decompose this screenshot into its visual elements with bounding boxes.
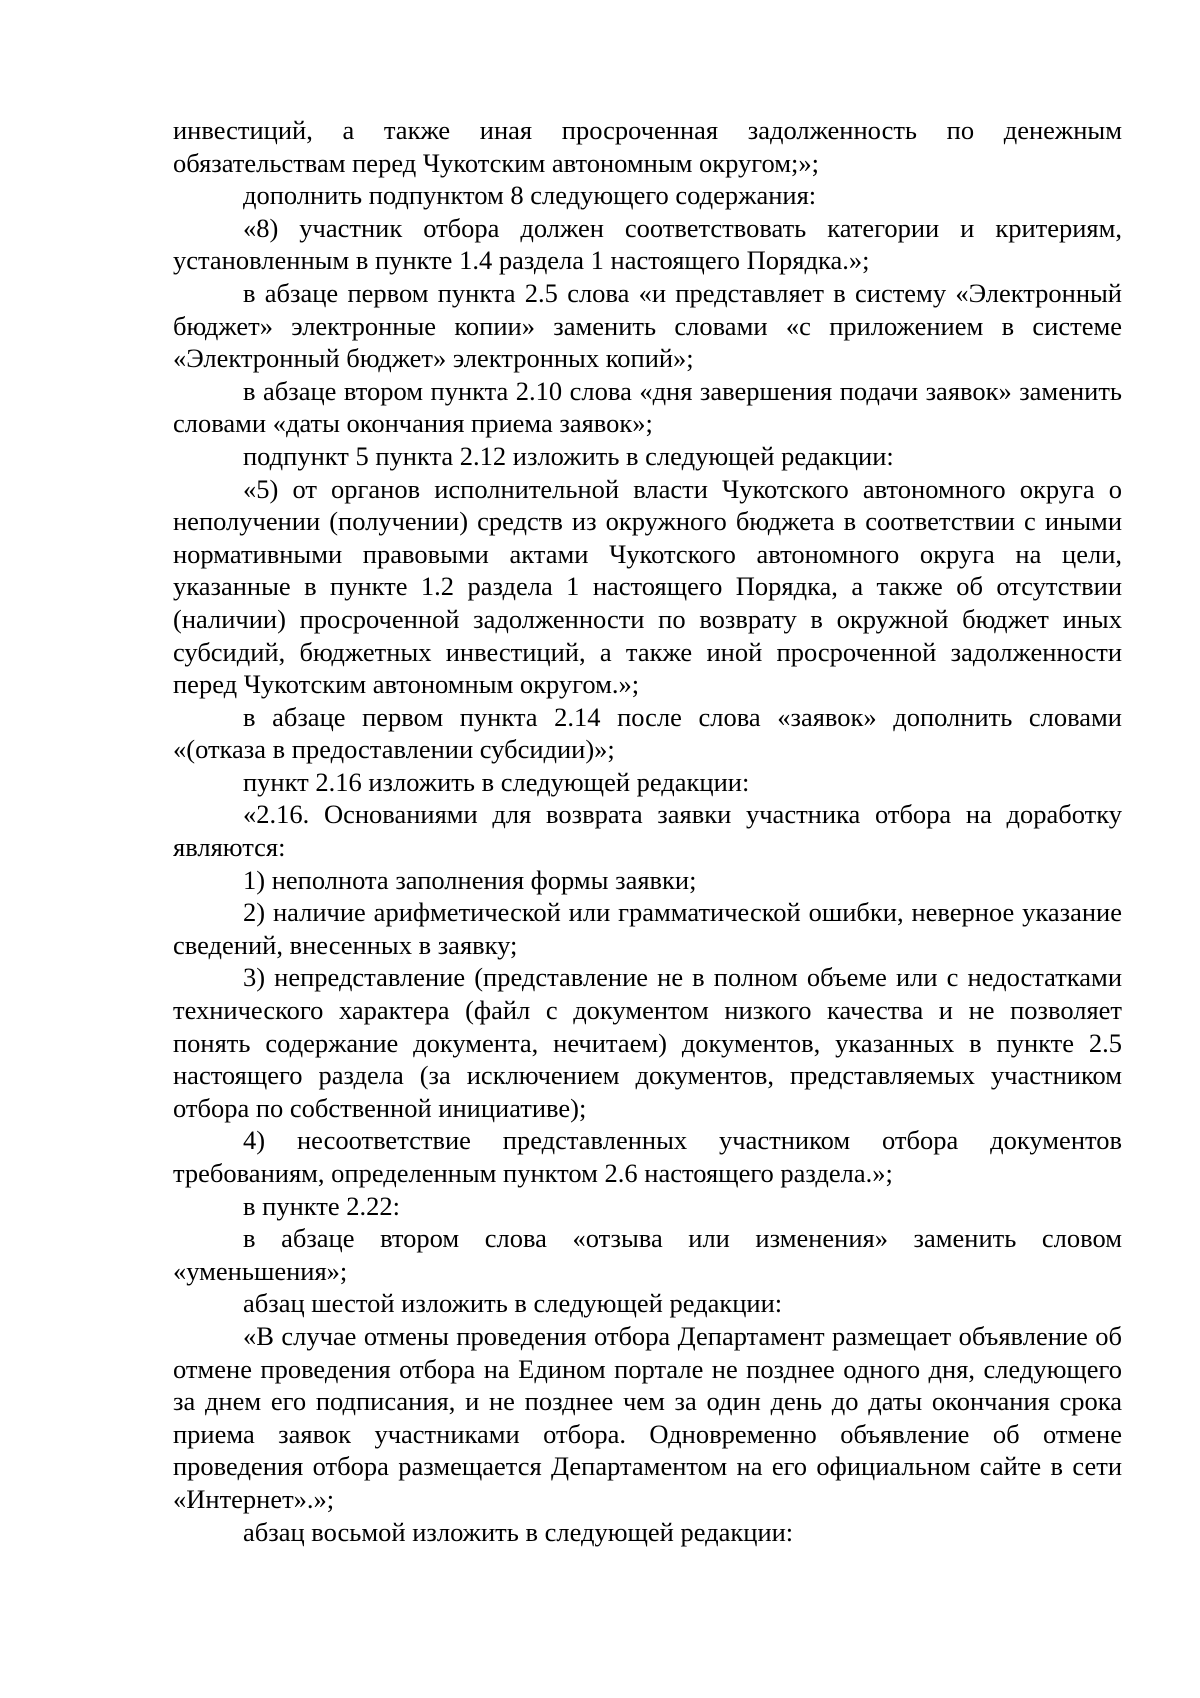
paragraph-subclause-5-text: «5) от органов исполнительной власти Чукотского автономного округа о неполучении (получении) средств из окружного бюджета в соответствии с иными нормативными правовыми актами Чукотского автономного округа на цели, указанные в пункте 1.2 раздела 1 настоящего Порядка, а также об отсутствии (наличии) просроченной задолженности по возврату в окружной бюджет иных субсидий, бюджетных инвестиций, а также иной просроченной задолженности перед Чукотским автономным округом.»; (173, 473, 1122, 700)
paragraph-clause-2-22-second-abzac: в абзаце втором слова «отзыва или изменения» заменить словом «уменьшения»; (173, 1223, 1122, 1286)
paragraph-clause-2-16-intro: пункт 2.16 изложить в следующей редакции: (243, 766, 750, 797)
paragraph-subclause-8-text: «8) участник отбора должен соответствовать категории и критериям, установленным в пункте 1.4 раздела 1 настоящего Порядка.»; (173, 212, 1122, 276)
list-item-3: 3) непредставление (представление не в полном объеме или с недостатками технического характера (файл с документом низкого качества и не позволяет понять содержание документа, нечитаем) документов, указанных в пункте 2.5 настоящего раздела (за исключением документов, представляемых участником отбора по собственной инициативе); (173, 962, 1122, 1123)
paragraph-clause-2-5-amendment: в абзаце первом пункта 2.5 слова «и представляет в систему «Электронный бюджет» электронные копии» заменить словами «с приложением в системе «Электронный бюджет» электронных копий»; (173, 277, 1122, 374)
paragraph-eighth-abzac-intro: абзац восьмой изложить в следующей редакции: (243, 1516, 794, 1547)
paragraph-sixth-abzac-text: «В случае отмены проведения отбора Департамент размещает объявление об отмене проведения отбора на Едином портале не позднее одного дня, следующего за днем его подписания, и не позднее чем за один день до даты окончания срока приема заявок участниками отбора. Одновременно объявление об отмене проведения отбора размещается Департаментом на его официальном сайте в сети «Интернет».»; (173, 1320, 1122, 1514)
list-item-2: 2) наличие арифметической или грамматической ошибки, неверное указание сведений, внесенных в заявку; (173, 897, 1122, 960)
list-item-1: 1) неполнота заполнения формы заявки; (243, 864, 697, 895)
paragraph-sixth-abzac-intro: абзац шестой изложить в следующей редакции: (243, 1288, 783, 1319)
paragraph-investments-continuation: инвестиций, а также иная просроченная задолженность по денежным обязательствам перед Чукотским автономным округом;»; (173, 115, 1122, 178)
paragraph-clause-2-22-intro: в пункте 2.22: (243, 1190, 400, 1221)
paragraph-clause-2-12-intro: подпункт 5 пункта 2.12 изложить в следующей редакции: (243, 440, 894, 471)
paragraph-clause-2-14-amendment: в абзаце первом пункта 2.14 после слова «заявок» дополнить словами «(отказа в предоставлении субсидии)»; (173, 701, 1122, 765)
paragraph-add-subclause-8: дополнить подпунктом 8 следующего содержания: (243, 180, 817, 211)
document-body (173, 114, 1122, 1548)
list-item-4: 4) несоответствие представленных участником отбора документов требованиям, определенным пунктом 2.6 настоящего раздела.»; (173, 1125, 1122, 1188)
paragraph-clause-2-10-amendment: в абзаце втором пункта 2.10 слова «дня завершения подачи заявок» заменить словами «даты окончания приема заявок»; (173, 375, 1122, 439)
paragraph-clause-2-16-text: «2.16. Основаниями для возврата заявки участника отбора на доработку являются: (173, 799, 1122, 863)
